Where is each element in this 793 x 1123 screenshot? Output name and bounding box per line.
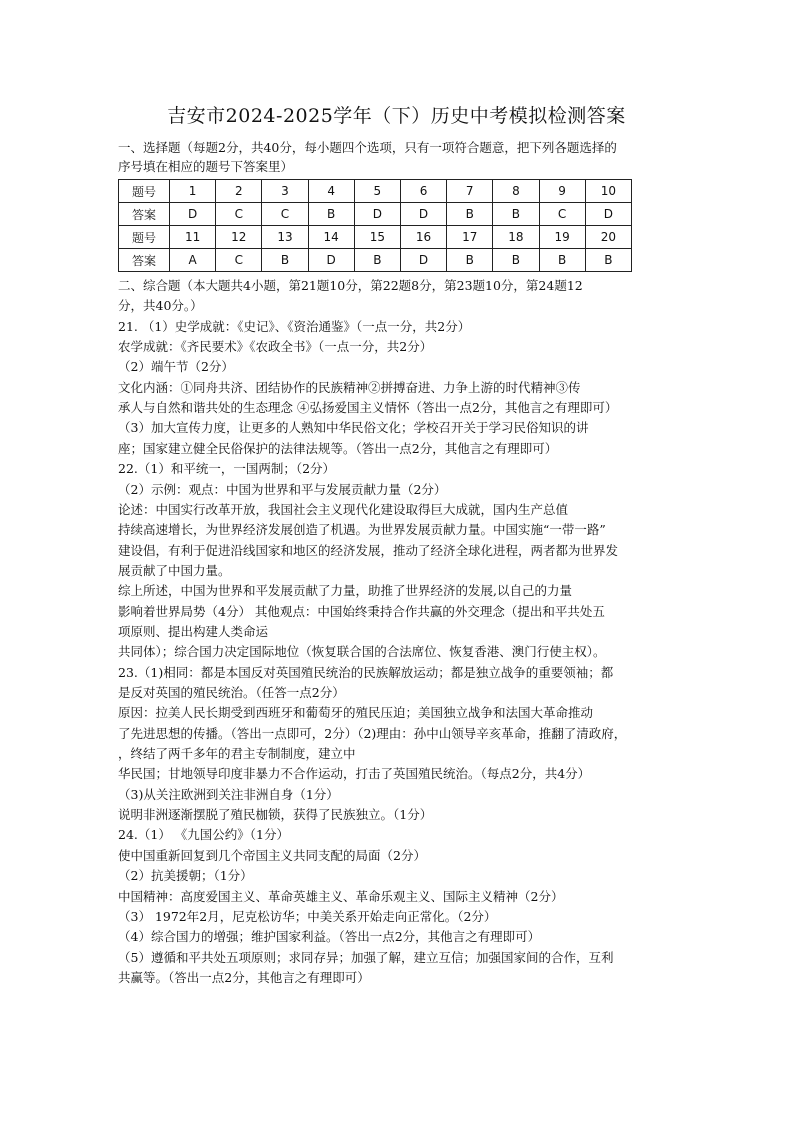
answer-table-cell: B [493, 249, 539, 272]
answer-table-row-header: 题号 [119, 226, 170, 249]
answer-text-line: 农学成就：《齐民要术》《农政全书》（一点一分，共2分） [118, 339, 433, 355]
answer-table-cell: B [354, 249, 400, 272]
answer-table-cell: D [585, 203, 631, 226]
answer-table-row-header: 题号 [119, 180, 170, 203]
answer-table-cell: C [216, 203, 262, 226]
answer-text-line: 22.（1）和平统一，一国两制；（2分） [118, 461, 336, 477]
answer-table-cell: D [308, 249, 354, 272]
answer-text-line: 建设倡，有利于促进沿线国家和地区的经济发展，推动了经济全球化进程，两者都为世界发 [118, 542, 619, 558]
answer-table-row [119, 203, 632, 226]
answer-text-line: （2）示例：观点：中国为世界和平与发展贡献力量（2分） [118, 481, 447, 497]
answer-text-line: 座；国家建立健全民俗保护的法律法规等。（答出一点2分，其他言之有理即可） [118, 440, 558, 456]
answer-text-line: 中国精神：高度爱国主义、革命英雄主义、革命乐观主义、国际主义精神（2分） [118, 888, 564, 904]
page-title: 吉安市2024-2025学年（下）历史中考模拟检测答案 [167, 105, 626, 127]
answer-text-line: 分，共40分。） [118, 298, 203, 314]
answer-text-line: 23.（1)相同：都是本国反对英国殖民统治的民族解放运动；都是独立战争的重要领袖；都 [118, 664, 614, 680]
answer-text-line: 共赢等。（答出一点2分，其他言之有理即可） [118, 969, 370, 985]
answer-text-line: 综上所述，中国为世界和平发展贡献了力量，助推了世界经济的发展,以自己的力量 [118, 583, 572, 599]
answer-text-line: 华民国；甘地领导印度非暴力不合作运动，打击了英国殖民统治。（每点2分，共4分） [118, 766, 591, 782]
answer-table-cell: 14 [308, 226, 354, 249]
answer-text-line: （5）遵循和平共处五项原则；求同存异；加强了解，建立互信；加强国家间的合作，互利 [118, 949, 614, 965]
answer-text-line: 展贡献了中国力量。 [118, 562, 231, 578]
answer-table-cell: 12 [216, 226, 262, 249]
answer-text-line: （3)从关注欧洲到关注非洲自身（1分） [118, 786, 339, 802]
answer-text-line: 项原则、提出构建人类命运 [118, 623, 269, 639]
answer-table-cell: 6 [400, 180, 446, 203]
answer-table-cell: D [354, 203, 400, 226]
answer-table-cell: C [216, 249, 262, 272]
answer-text-line: （3）加大宣传力度，让更多的人熟知中华民俗文化；学校召开关于学习民俗知识的讲 [118, 420, 589, 436]
answer-text-line: （4）综合国力的增强；维护国家利益。（答出一点2分，其他言之有理即可） [118, 929, 541, 945]
answer-table-cell: B [262, 249, 308, 272]
answer-table-cell: 7 [447, 180, 493, 203]
answer-table-row-header: 答案 [119, 249, 170, 272]
answer-text-line: 了先进思想的传播。（答出一点即可，2分）（2)理由：孙中山领导辛亥革命，推翻了清政府， [118, 725, 627, 741]
answer-table-cell: 15 [354, 226, 400, 249]
answer-text-line: （3） 1972年2月，尼克松访华；中美关系开始走向正常化。（2分） [118, 908, 497, 924]
answer-table-cell: B [539, 249, 585, 272]
answer-table-cell: 19 [539, 226, 585, 249]
answer-text-line: 持续高速增长，为世界经济发展创造了机遇。为世界发展贡献力量。中国实施“一带一路” [118, 522, 606, 538]
answer-table-cell: B [447, 249, 493, 272]
answer-text-line: 是反对英国的殖民统治。（任答一点2分） [118, 685, 345, 700]
answer-text-line: （2）端午节（2分） [118, 359, 234, 375]
answer-table-row [119, 180, 632, 203]
answer-table-cell: D [400, 203, 446, 226]
answer-table-cell: 20 [585, 226, 631, 249]
answer-table-cell: 10 [585, 180, 631, 203]
answer-text-line: 文化内涵：①同舟共济、团结协作的民族精神②拼搏奋进、力争上游的时代精神③传 [118, 379, 581, 395]
answer-table-cell: 5 [354, 180, 400, 203]
answer-table-cell: 1 [170, 180, 216, 203]
answer-table-cell: 3 [262, 180, 308, 203]
answer-table-cell: 4 [308, 180, 354, 203]
answer-table-cell: A [170, 249, 216, 272]
answer-table-cell: 17 [447, 226, 493, 249]
answer-text-line: 承人与自然和谐共处的生态理念 ④弘扬爱国主义情怀（答出一点2分，其他言之有理即可） [118, 400, 618, 416]
answer-table-row [119, 249, 632, 272]
answer-text-line: 原因：拉美人民长期受到西班牙和葡萄牙的殖民压迫；美国独立战争和法国大革命推动 [118, 705, 594, 721]
answer-text-line: 影响着世界局势（4分） 其他观点：中国始终秉持合作共赢的外交理念（提出和平共处五 [118, 603, 605, 619]
answer-table-cell: D [400, 249, 446, 272]
answer-table-row [119, 226, 632, 249]
answer-text-line: 论述：中国实行改革开放，我国社会主义现代化建设取得巨大成就，国内生产总值 [118, 501, 569, 517]
answer-table-cell: B [447, 203, 493, 226]
answer-text-line: 21. （1）史学成就：《史记》、《资治通鉴》（一点一分，共2分） [118, 318, 471, 334]
answer-table-cell: 16 [400, 226, 446, 249]
answer-text-line: 说明非洲逐渐摆脱了殖民枷锁，获得了民族独立。（1分） [118, 807, 433, 823]
answer-table-cell: 11 [170, 226, 216, 249]
answer-table-cell: B [308, 203, 354, 226]
section-one-instructions-line1: 一、选择题（每题2分，共40分，每小题四个选项，只有一项符合题意，把下列各题选择的 [118, 140, 617, 155]
answer-table-cell: 18 [493, 226, 539, 249]
answer-text-line: 二、综合题（本大题共4小题，第21题10分，第22题8分，第23题10分，第24题12 [118, 278, 583, 293]
answer-table [118, 179, 632, 272]
answer-text-line: 使中国重新回复到几个帝国主义共同支配的局面（2分） [118, 847, 426, 863]
answer-table-cell: D [170, 203, 216, 226]
answer-text-line: 共同体）；综合国力决定国际地位（恢复联合国的合法席位、恢复香港、澳门行使主权）。 [118, 644, 606, 660]
answer-table-cell: C [539, 203, 585, 226]
answer-text-line: 24.（1） 《九国公约》（1分） [118, 827, 290, 843]
answer-table-cell: C [262, 203, 308, 226]
answer-text-line: （2）抗美援朝；（1分） [118, 868, 253, 884]
answer-table-row-header: 答案 [119, 203, 170, 226]
answer-table-cell: B [493, 203, 539, 226]
answer-table-cell: 2 [216, 180, 262, 203]
answer-table-cell: 9 [539, 180, 585, 203]
answer-table-cell: B [585, 249, 631, 272]
answer-text-line: ，终结了两千多年的君主专制制度，建立中 [118, 746, 356, 762]
section-one-instructions-line2: 序号填在相应的题号下答案里） [118, 159, 294, 174]
answer-table-cell: 8 [493, 180, 539, 203]
answer-table-cell: 13 [262, 226, 308, 249]
